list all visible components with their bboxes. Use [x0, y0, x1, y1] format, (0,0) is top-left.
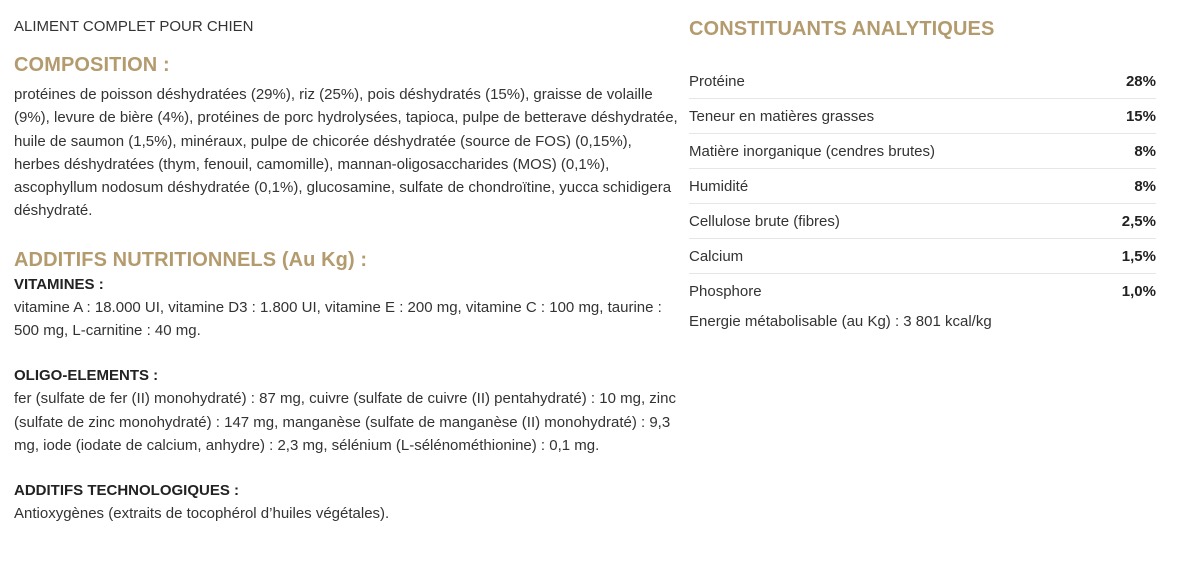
vitamines-heading: VITAMINES :	[14, 275, 104, 293]
constituants-title: CONSTITUANTS ANALYTIQUES	[689, 18, 995, 40]
table-row	[689, 64, 1156, 99]
oligo-elements-heading: OLIGO-ELEMENTS :	[14, 367, 159, 385]
row-label: Phosphore	[689, 282, 762, 300]
composition-text: protéines de poisson déshydratées (29%), riz (25%), pois déshydratés (15%), graisse de volaille (9%), levure de bière (4%), protéines de porc hydrolysées, tapioca, pulpe de betterave déshydratée, huile de saumon (1,5%), minéraux, pulpe de chicorée déshydratée (source de FOS) (0,15%), herbes déshydratées (thym, fenouil, camomille), mannan-oligosaccharides (MOS) (0,1%), ascophyllum nodosum déshydratée (0,1%), glucosamine, sulfate de chondroïtine, yucca schidigera déshydraté.	[14, 86, 678, 220]
additifs-technologiques-heading: ADDITIFS TECHNOLOGIQUES :	[14, 482, 239, 500]
row-label: Cellulose brute (fibres)	[689, 212, 840, 230]
left-column	[14, 17, 678, 549]
composition-title: COMPOSITION :	[14, 54, 170, 76]
energy-value: Energie métabolisable (au Kg) : 3 801 kcal/kg	[689, 313, 992, 330]
vitamines-text: vitamine A : 18.000 UI, vitamine D3 : 1.800 UI, vitamine E : 200 mg, vitamine C : 100 mg, taurine : 500 mg, L-carnitine : 40 mg.	[14, 298, 662, 340]
row-value: 15%	[1125, 107, 1156, 125]
row-label: Teneur en matières grasses	[689, 107, 875, 125]
row-label: Humidité	[689, 177, 749, 195]
row-label: Protéine	[689, 72, 745, 90]
table-row	[689, 134, 1156, 169]
row-value: 8%	[1134, 142, 1156, 160]
right-column	[689, 17, 1156, 332]
row-value: 1,0%	[1121, 282, 1156, 300]
vitamines-block	[14, 274, 678, 343]
row-value: 28%	[1125, 72, 1156, 90]
additifs-technologiques-text: Antioxygènes (extraits de tocophérol d’huiles végétales).	[14, 505, 390, 523]
additifs-technologiques-block	[14, 480, 678, 525]
row-value: 2,5%	[1121, 212, 1156, 230]
product-type: ALIMENT COMPLET POUR CHIEN	[14, 18, 254, 35]
oligo-elements-block	[14, 365, 678, 457]
analysis-table	[689, 64, 1156, 308]
row-label: Calcium	[689, 247, 744, 265]
oligo-elements-text: fer (sulfate de fer (II) monohydraté) : 87 mg, cuivre (sulfate de cuivre (II) pentahydraté) : 10 mg, zinc (sulfate de zinc monohydraté) : 147 mg, manganèse (sulfate de manganèse (II) monohydraté) : 9,3 mg, iode (iodate de calcium, anhydre) : 2,3 mg, sélénium (L-sélénométhionine) : 0,1 mg.	[14, 390, 676, 454]
table-row	[689, 239, 1156, 274]
table-row	[689, 274, 1156, 308]
table-row	[689, 169, 1156, 204]
table-row	[689, 204, 1156, 239]
row-value: 8%	[1134, 177, 1156, 195]
table-row	[689, 99, 1156, 134]
row-value: 1,5%	[1121, 247, 1156, 265]
additifs-title: ADDITIFS NUTRITIONNELS (Au Kg) :	[14, 248, 368, 271]
row-label: Matière inorganique (cendres brutes)	[689, 142, 935, 160]
